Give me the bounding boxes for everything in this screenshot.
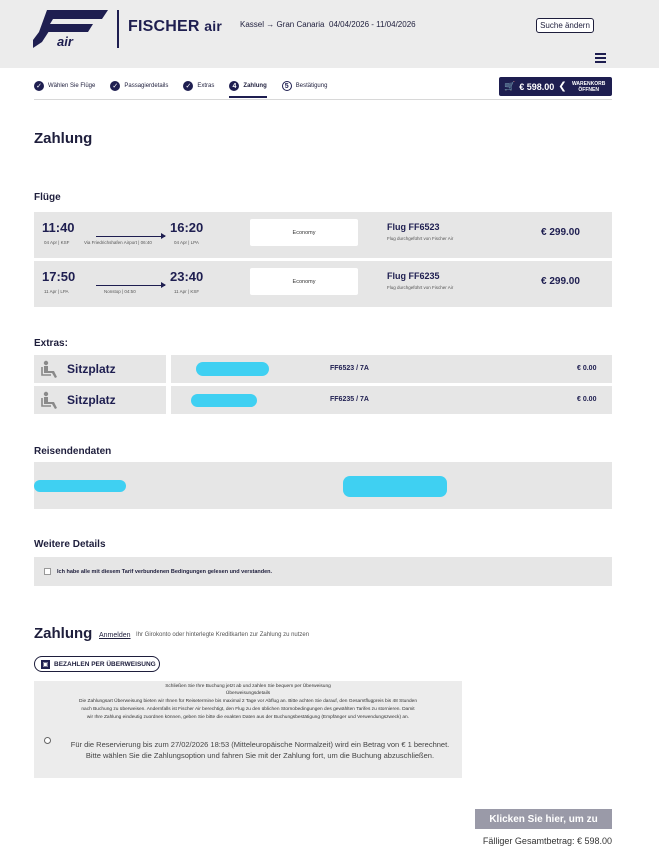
transfer-info-line: Die Zahlungsart Überweisung bieten wir Ihnen für Reisetermine bis maximal 2 Tage vor Abflug an. Bitte achten Sie darauf, den Gesamtflugpreis bis 48 Stunden <box>78 699 417 704</box>
cart-total: € 598.00 <box>519 81 555 92</box>
login-link[interactable]: Anmelden <box>99 632 131 639</box>
redacted-traveller-name <box>34 480 126 492</box>
departure-time: 17:50 <box>42 269 76 284</box>
terms-box <box>34 557 612 586</box>
check-icon: ✓ <box>34 81 44 91</box>
departure-info: 04 Apr | KSF <box>44 240 70 245</box>
step-confirmation <box>282 78 328 94</box>
step-select-flights[interactable] <box>34 78 95 94</box>
flight-price: € 299.00 <box>541 227 580 238</box>
extra-label: Sitzplatz <box>67 393 116 407</box>
brand-name <box>128 18 222 36</box>
brand-name-suffix: air <box>204 18 223 34</box>
terms-checkbox[interactable] <box>44 568 51 575</box>
extra-price: € 0.00 <box>577 396 597 403</box>
route-summary: Kassel → Gran Canaria <box>240 20 325 29</box>
hamburger-menu-icon[interactable] <box>595 53 606 63</box>
flight-number: Flug FF6235 <box>387 271 440 281</box>
logo-divider <box>117 10 119 48</box>
flight-price: € 299.00 <box>541 276 580 287</box>
arrival-time: 23:40 <box>170 269 204 284</box>
transfer-info-line: Überweisungsdetails <box>225 691 271 696</box>
extra-seat: FF6235 / 7A <box>330 396 369 403</box>
redacted-passenger-name <box>191 394 257 407</box>
step-label: Bestätigung <box>295 83 328 89</box>
flight-arrow-icon <box>96 236 165 237</box>
seat-icon <box>40 391 60 409</box>
due-total: Fälliger Gesamtbetrag: € 598.00 <box>482 836 612 846</box>
chevron-left-icon: ❮ <box>558 81 567 92</box>
cart-label-line2: ÖFFNEN <box>578 86 599 93</box>
transfer-info-box <box>34 681 462 778</box>
transfer-option-radio[interactable] <box>44 737 51 744</box>
step-label: Extras <box>197 83 215 89</box>
extra-seat: FF6523 / 7A <box>330 365 369 372</box>
step-label: Passagierdetails <box>124 83 169 89</box>
step-payment <box>229 78 266 94</box>
brand-name-main: FISCHER <box>128 18 200 35</box>
flight-arrow-icon <box>96 285 165 286</box>
extra-price: € 0.00 <box>577 365 597 372</box>
arrival-info: 11 Apr | KSF <box>174 289 200 294</box>
open-cart-button[interactable] <box>499 77 612 96</box>
change-search-button[interactable]: Suche ändern <box>536 18 594 33</box>
fare-class: Economy <box>250 219 358 246</box>
extras-section-title: Extras: <box>34 338 68 349</box>
arrival-info: 04 Apr | LPA <box>174 240 199 245</box>
flight-row <box>34 212 612 258</box>
step-label: Wählen Sie Flüge <box>48 83 96 89</box>
page-title: Zahlung <box>34 130 93 147</box>
flight-operator: Flug durchgeführt von Fischer Air <box>387 236 454 241</box>
fare-class: Economy <box>250 268 358 295</box>
transfer-info-line: Schließen Sie Ihre Buchung jetzt ab und zahlen Sie bequem per Überweisung <box>165 684 331 689</box>
step-passenger-details[interactable] <box>110 78 168 94</box>
transfer-info-line: nach Buchung zu überweisen. Andernfalls ist Fischer Air berechtigt, den Flug zu den üblichen Stornobedingungen des gewählten Tarifes zu stornieren. Damit <box>81 707 415 712</box>
step-number: 5 <box>282 81 292 91</box>
flight-via: Nonstop | 04:50 <box>104 289 136 294</box>
steps-divider <box>34 99 612 100</box>
step-extras[interactable] <box>183 78 214 94</box>
seat-icon <box>40 360 60 378</box>
travel-dates: 04/04/2026 - 11/04/2026 <box>329 20 416 29</box>
flight-number: Flug FF6523 <box>387 222 440 232</box>
extra-detail <box>171 386 612 414</box>
arrival-time: 16:20 <box>170 220 204 235</box>
bank-icon: ▣ <box>42 661 49 668</box>
flight-via: Via Friedrichshafen Airport | 06:40 <box>84 240 152 245</box>
extra-label: Sitzplatz <box>67 362 116 376</box>
departure-time: 11:40 <box>42 220 75 235</box>
transfer-option-description: Für die Reservierung bis zum 27/02/2026 18:53 (Mitteleuropäische Normalzeit) wird ein Betrag von € 1 berechnet. Bitte wählen Sie die Zahlungsoption und fahren Sie mit der Zahlung fort, um die Buchung abzuschließen. <box>70 740 450 760</box>
fischer-air-logo[interactable] <box>33 10 108 48</box>
details-section-title: Weitere Details <box>34 539 106 550</box>
check-icon: ✓ <box>183 81 193 91</box>
booking-steps <box>34 78 342 94</box>
extra-detail <box>171 355 612 383</box>
pay-by-transfer-label: BEZAHLEN PER ÜBERWEISUNG <box>54 660 156 668</box>
extra-item <box>34 386 166 414</box>
pay-by-transfer-button[interactable] <box>34 656 160 672</box>
flight-operator: Flug durchgeführt von Fischer Air <box>387 285 454 290</box>
terms-label: Ich habe alle mit diesem Tarif verbundenen Bedingungen gelesen und verstanden. <box>57 568 273 575</box>
flights-section-title: Flüge <box>34 192 61 203</box>
payment-title: Zahlung <box>34 625 93 642</box>
logo-text: air <box>57 34 73 48</box>
transfer-info-line: wir Ihre Zahlung eindeutig zuordnen können, geben Sie bitte die exakten Daten aus der Buchungsbestätigung (Empfänger und Verwendungszweck) an. <box>86 715 410 720</box>
extra-item <box>34 355 166 383</box>
departure-info: 11 Apr | LPA <box>44 289 69 294</box>
step-number: 4 <box>229 81 239 91</box>
cart-label <box>570 81 608 93</box>
cart-label-line1: WARENKORB <box>571 80 606 87</box>
redacted-passenger-name <box>196 362 269 376</box>
login-hint: Ihr Girokonto oder hinterlegte Kreditkarten zur Zahlung zu nutzen <box>136 632 310 638</box>
traveller-data-box <box>34 462 612 509</box>
redacted-traveller-contact <box>343 476 447 497</box>
step-label: Zahlung <box>243 83 267 89</box>
cart-icon: 🛒 <box>504 81 516 91</box>
submit-payment-button[interactable]: Klicken Sie hier, um zu <box>475 809 612 829</box>
flight-row <box>34 261 612 307</box>
check-icon: ✓ <box>110 81 120 91</box>
traveller-section-title: Reisendendaten <box>34 446 112 457</box>
